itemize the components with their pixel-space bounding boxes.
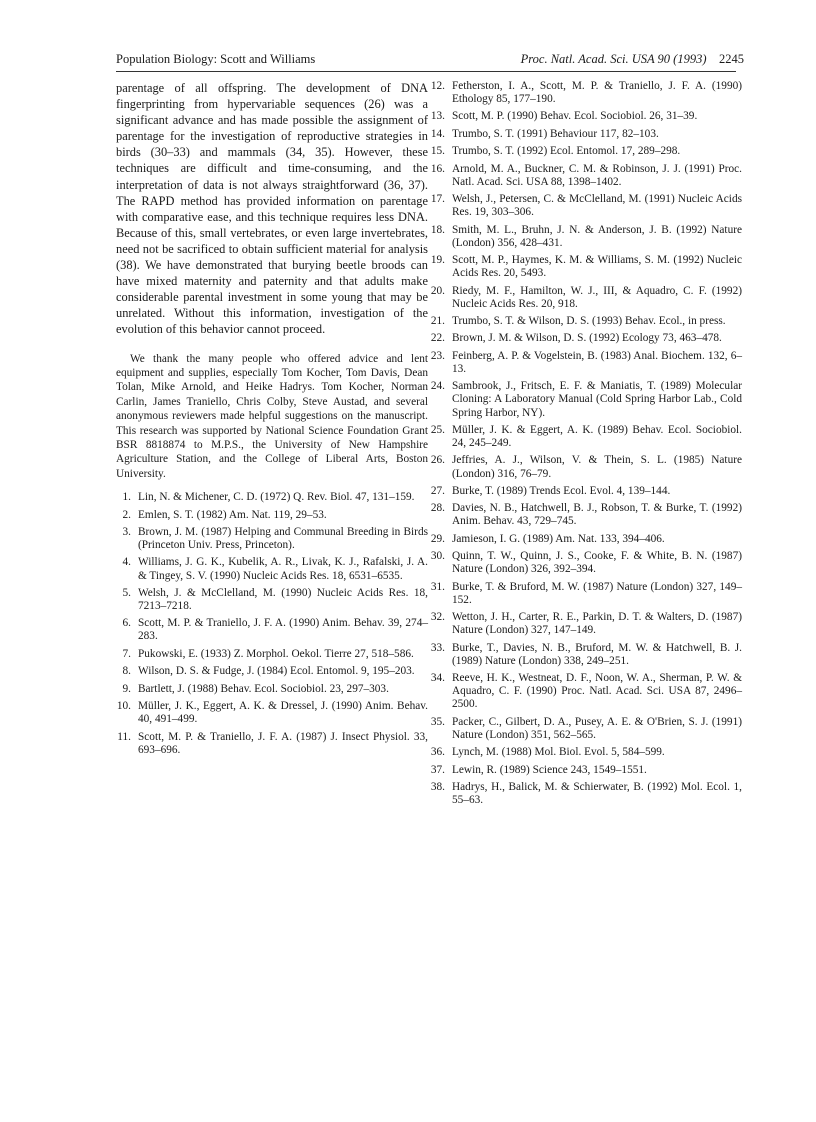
reference-text: Wetton, J. H., Carter, R. E., Parkin, D. T. & Walters, D. (1987) Nature (London) 327, 147–149. — [452, 611, 742, 637]
reference-number: 4. — [122, 556, 131, 569]
reference-item — [430, 424, 742, 450]
reference-item — [430, 454, 742, 480]
reference-number: 31. — [430, 580, 445, 593]
reference-item — [116, 665, 428, 678]
reference-number: 19. — [430, 254, 445, 267]
reference-text: Scott, M. P., Haymes, K. M. & Williams, S. M. (1992) Nucleic Acids Res. 20, 5493. — [452, 254, 742, 280]
journal-citation: Proc. Natl. Acad. Sci. USA 90 (1993) — [520, 52, 707, 66]
reference-item — [116, 556, 428, 582]
reference-item — [116, 587, 428, 613]
reference-number: 29. — [430, 532, 445, 545]
reference-number: 34. — [430, 672, 445, 685]
reference-item — [116, 648, 428, 661]
reference-text: Jamieson, I. G. (1989) Am. Nat. 133, 394–406. — [452, 532, 665, 545]
reference-item — [430, 485, 742, 498]
reference-number: 30. — [430, 550, 445, 563]
reference-text: Scott, M. P. & Traniello, J. F. A. (1990) Anim. Behav. 39, 274–283. — [138, 617, 428, 643]
reference-number: 6. — [122, 617, 131, 630]
reference-text: Reeve, H. K., Westneat, D. F., Noon, W. A., Sherman, P. W. & Aquadro, C. F. (1990) Proc. Natl. Acad. Sci. USA 87, 2496–2500. — [452, 672, 742, 711]
reference-number: 15. — [430, 145, 445, 158]
reference-number: 20. — [430, 284, 445, 297]
reference-text: Jeffries, A. J., Wilson, V. & Thein, S. L. (1985) Nature (London) 316, 76–79. — [452, 454, 742, 480]
reference-text: Brown, J. M. & Wilson, D. S. (1992) Ecology 73, 463–478. — [452, 332, 722, 345]
reference-item — [430, 145, 742, 158]
reference-text: Brown, J. M. (1987) Helping and Communal Breeding in Birds (Princeton Univ. Press, Princeton). — [138, 525, 428, 552]
reference-text: Pukowski, E. (1933) Z. Morphol. Oekol. Tierre 27, 518–586. — [138, 647, 414, 660]
right-column — [430, 80, 742, 811]
reference-number: 17. — [430, 193, 445, 206]
reference-text: Packer, C., Gilbert, D. A., Pusey, A. E. & O'Brien, S. J. (1991) Nature (London) 351, 562–565. — [452, 715, 742, 741]
reference-item — [430, 128, 742, 141]
reference-number: 11. — [117, 730, 131, 743]
reference-text: Wilson, D. S. & Fudge, J. (1984) Ecol. Entomol. 9, 195–203. — [138, 665, 415, 678]
reference-text: Bartlett, J. (1988) Behav. Ecol. Sociobiol. 23, 297–303. — [138, 682, 389, 695]
reference-text: Davies, N. B., Hatchwell, B. J., Robson, T. & Burke, T. (1992) Anim. Behav. 43, 729–745. — [452, 502, 742, 528]
reference-number: 37. — [430, 763, 445, 776]
reference-item — [116, 731, 428, 757]
reference-text: Burke, T., Davies, N. B., Bruford, M. W. & Hatchwell, B. J. (1989) Nature (London) 338, 249–251. — [452, 641, 742, 667]
reference-number: 23. — [430, 349, 445, 362]
reference-item — [116, 509, 428, 522]
reference-item — [116, 617, 428, 643]
reference-number: 2. — [122, 508, 131, 521]
reference-text: Müller, J. K. & Eggert, A. K. (1989) Behav. Ecol. Sociobiol. 24, 245–249. — [452, 423, 742, 450]
reference-number: 10. — [116, 700, 131, 713]
reference-item — [430, 80, 742, 106]
reference-text: Quinn, T. W., Quinn, J. S., Cooke, F. & White, B. N. (1987) Nature (London) 326, 392–394. — [452, 550, 742, 576]
reference-item — [430, 672, 742, 711]
reference-item — [430, 781, 742, 807]
reference-number: 26. — [430, 454, 445, 467]
reference-item — [430, 193, 742, 219]
reference-number: 22. — [430, 332, 445, 345]
reference-item — [430, 224, 742, 250]
reference-number: 24. — [430, 380, 445, 393]
reference-text: Hadrys, H., Balick, M. & Schierwater, B. (1992) Mol. Ecol. 1, 55–63. — [452, 780, 742, 807]
reference-item — [116, 526, 428, 552]
reference-text: Trumbo, S. T. & Wilson, D. S. (1993) Behav. Ecol., in press. — [452, 315, 726, 328]
reference-item — [430, 254, 742, 280]
reference-item — [116, 491, 428, 504]
reference-text: Welsh, J., Petersen, C. & McClelland, M. (1991) Nucleic Acids Res. 19, 303–306. — [452, 193, 742, 219]
reference-number: 33. — [430, 641, 445, 654]
reference-number: 13. — [430, 110, 445, 123]
reference-text: Riedy, M. F., Hamilton, W. J., III, & Aquadro, C. F. (1992) Nucleic Acids Res. 20, 918. — [452, 284, 742, 310]
acknowledgments: We thank the many people who offered advice and lent equipment and supplies, especially Tom Kocher, Tom Davis, Dean Tolan, Mike Arnold, and Heike Hadrys. Tom Kocher, Norman Carlin, James Traniello, Chris Colby, Steve Austad, and several anonymous reviewers made helpful suggestions on the manuscript. This research was supported by National Science Foundation Grant BSR 8818874 to M.P.S., the University of New Hampshire Agriculture Station, and the College of Liberal Arts, Boston University. — [116, 352, 428, 480]
running-header — [116, 52, 744, 70]
reference-number: 16. — [430, 162, 445, 175]
reference-item — [430, 550, 742, 576]
reference-item — [430, 332, 742, 345]
reference-list-right — [430, 80, 742, 807]
reference-item — [430, 380, 742, 419]
reference-text: Burke, T. & Bruford, M. W. (1987) Nature (London) 327, 149–152. — [452, 580, 742, 606]
reference-number: 18. — [430, 223, 445, 236]
reference-text: Burke, T. (1989) Trends Ecol. Evol. 4, 139–144. — [452, 484, 671, 497]
reference-number: 5. — [122, 586, 131, 599]
reference-text: Lynch, M. (1988) Mol. Biol. Evol. 5, 584–599. — [452, 746, 665, 759]
reference-text: Fetherston, I. A., Scott, M. P. & Traniello, J. F. A. (1990) Ethology 85, 177–190. — [452, 80, 742, 106]
reference-text: Trumbo, S. T. (1991) Behaviour 117, 82–103. — [452, 127, 659, 140]
reference-number: 28. — [430, 502, 445, 515]
reference-item — [430, 502, 742, 528]
reference-item — [430, 716, 742, 742]
reference-item — [430, 315, 742, 328]
running-header-title: Population Biology: Scott and Williams — [116, 52, 316, 66]
reference-item — [430, 611, 742, 637]
reference-item — [430, 764, 742, 777]
reference-number: 9. — [122, 682, 131, 695]
reference-item — [430, 746, 742, 759]
reference-number: 14. — [430, 127, 445, 140]
body-paragraph: parentage of all offspring. The development of DNA fingerprinting from hypervariable sequences (26) was a significant advance and has made possible the assignment of parentage for the investigation of reproductive strategies in birds (30–33) and mammals (34, 35). However, these techniques are difficult and time-consuming, and the interpretation of data is not always straightforward (36, 37). The RAPD method has provided information on parentage with comparative ease, and this technique requires less DNA. Because of this, small vertebrates, or even large invertebrates, need not be sacrificed to obtain sufficient material for analysis (38). We have demonstrated that burying beetle broods can have mixed maternity and paternity and that adults make considerable parental investment in some young that may be unrelated. Without this information, investigation of the evolution of this behavior cannot proceed. — [116, 81, 428, 337]
reference-text: Feinberg, A. P. & Vogelstein, B. (1983) Anal. Biochem. 132, 6–13. — [452, 349, 742, 375]
reference-number: 36. — [430, 746, 445, 759]
reference-number: 3. — [122, 525, 131, 538]
reference-text: Scott, M. P. & Traniello, J. F. A. (1987) J. Insect Physiol. 33, 693–696. — [138, 730, 428, 756]
reference-text: Müller, J. K., Eggert, A. K. & Dressel, J. (1990) Anim. Behav. 40, 491–499. — [138, 700, 428, 726]
reference-text: Welsh, J. & McClelland, M. (1990) Nucleic Acids Res. 18, 7213–7218. — [138, 586, 428, 612]
reference-list-left — [116, 491, 428, 757]
reference-text: Sambrook, J., Fritsch, E. F. & Maniatis, T. (1989) Molecular Cloning: A Laboratory Manual (Cold Spring Harbor Lab., Cold Spring Harbor, NY). — [452, 380, 742, 419]
reference-text: Arnold, M. A., Buckner, C. M. & Robinson, J. J. (1991) Proc. Natl. Acad. Sci. USA 88, 1398–1402. — [452, 162, 742, 188]
reference-text: Trumbo, S. T. (1992) Ecol. Entomol. 17, 289–298. — [452, 145, 681, 158]
reference-text: Smith, M. L., Bruhn, J. N. & Anderson, J. B. (1992) Nature (London) 356, 428–431. — [452, 223, 742, 249]
running-header-journal — [521, 52, 744, 67]
reference-item — [430, 163, 742, 189]
left-column — [116, 80, 428, 761]
reference-number: 32. — [430, 611, 445, 624]
reference-item — [430, 285, 742, 311]
reference-number: 7. — [122, 647, 131, 660]
reference-text: Scott, M. P. (1990) Behav. Ecol. Sociobiol. 26, 31–39. — [452, 110, 698, 123]
reference-item — [430, 350, 742, 376]
reference-number: 8. — [122, 665, 131, 678]
reference-number: 35. — [430, 715, 445, 728]
reference-number: 12. — [430, 80, 445, 92]
reference-number: 21. — [430, 315, 445, 328]
header-rule — [116, 71, 736, 72]
reference-text: Lewin, R. (1989) Science 243, 1549–1551. — [452, 763, 647, 776]
reference-number: 27. — [430, 484, 445, 497]
reference-item — [116, 700, 428, 726]
reference-item — [430, 110, 742, 123]
reference-text: Emlen, S. T. (1982) Am. Nat. 119, 29–53. — [138, 508, 327, 521]
reference-number: 1. — [122, 491, 131, 504]
reference-item — [116, 683, 428, 696]
reference-text: Williams, J. G. K., Kubelik, A. R., Livak, K. J., Rafalski, J. A. & Tingey, S. V. (1990) Nucleic Acids Res. 18, 6531–6535. — [138, 556, 428, 582]
reference-number: 25. — [430, 423, 445, 436]
reference-item — [430, 642, 742, 668]
reference-item — [430, 533, 742, 546]
page-number: 2245 — [719, 52, 744, 66]
reference-item — [430, 581, 742, 607]
reference-number: 38. — [430, 780, 445, 793]
reference-text: Lin, N. & Michener, C. D. (1972) Q. Rev. Biol. 47, 131–159. — [138, 491, 415, 504]
